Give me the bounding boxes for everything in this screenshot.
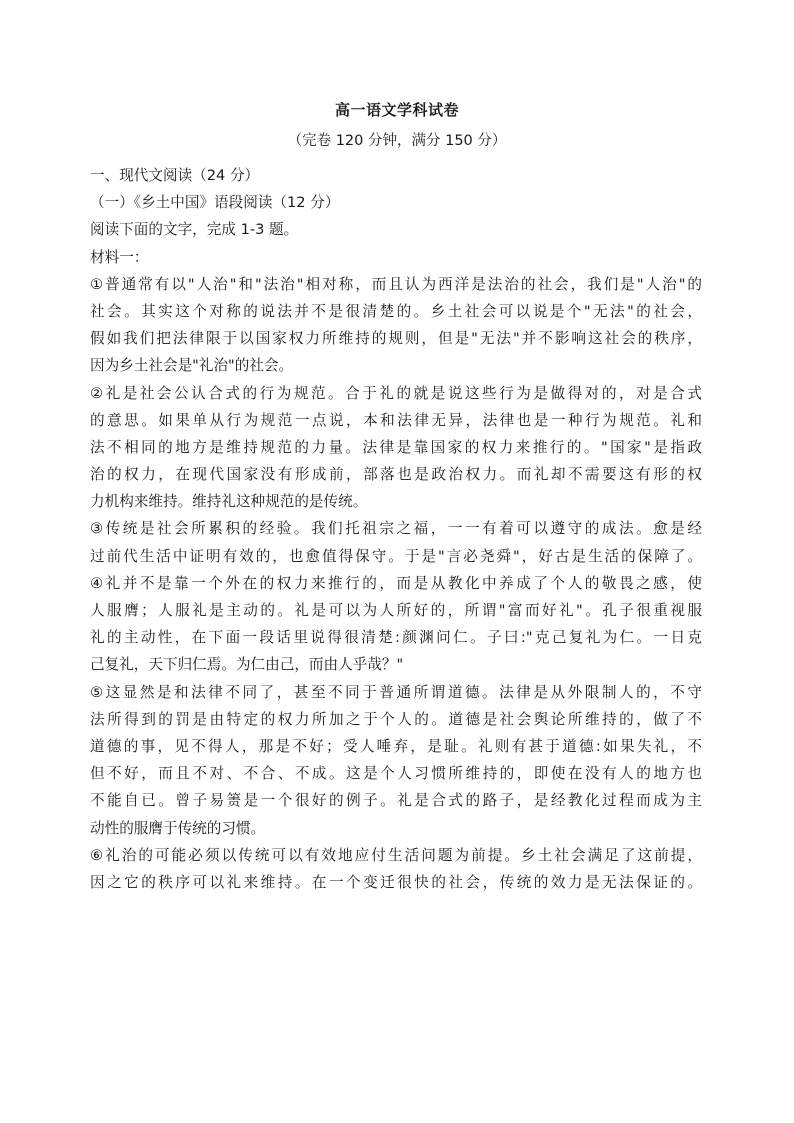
text-line: 道德的事，见不得人，那是不好；受人唾弃，是耻。礼则有甚于道德:如果失礼，不 <box>90 737 702 755</box>
page-title: 高一语文学科试卷 <box>334 101 459 119</box>
document-body <box>90 162 702 896</box>
text-line: 材料一： <box>90 248 149 266</box>
text-line: ⑥礼治的可能必须以传统可以有效地应付生活问题为前提。乡土社会满足了这前提， <box>90 846 702 864</box>
text-line: 但不好，而且不对、不合、不成。这是个人习惯所维持的，即使在没有人的地方也 <box>90 765 702 783</box>
text-line: ⑤这显然是和法律不同了，甚至不同于普通所谓道德。法律是从外限制人的，不守 <box>90 683 702 701</box>
text-line: 法不相同的地方是维持规范的力量。法律是靠国家的权力来推行的。"国家"是指政 <box>90 438 702 456</box>
text-line: 人服膺；人服礼是主动的。礼是可以为人所好的，所谓"富而好礼"。孔子很重视服 <box>90 602 702 619</box>
text-line: 社会。其实这个对称的说法并不是很清楚的。乡土社会可以说是个"无法"的社会， <box>90 302 702 320</box>
text-line: 治的权力，在现代国家没有形成前，部落也是政治权力。而礼却不需要这有形的权 <box>90 466 702 484</box>
text-line: （一）《乡土中国》语段阅读（12 分） <box>90 194 340 212</box>
text-line: 因为乡土社会是"礼治"的社会。 <box>90 357 294 375</box>
text-line: 假如我们把法律限于以国家权力所维持的规则，但是"无法"并不影响这社会的秩序， <box>90 330 702 348</box>
text-line: 因之它的秩序可以礼来维持。在一个变迁很快的社会，传统的效力是无法保证的。 <box>90 873 702 891</box>
text-line: ②礼是社会公认合式的行为规范。合于礼的就是说这些行为是做得对的，对是合式 <box>90 384 702 402</box>
text-line: 力机构来维持。维持礼这种规范的是传统。 <box>90 493 368 511</box>
text-line: ③传统是社会所累积的经验。我们托祖宗之福，一一有着可以遵守的成法。愈是经 <box>90 520 702 538</box>
text-line: ④礼并不是靠一个外在的权力来推行的，而是从教化中养成了个人的敬畏之感，使 <box>90 574 702 592</box>
text-line: 礼的主动性，在下面一段话里说得很清楚:颜渊问仁。子曰:"克己复礼为仁。一日克 <box>90 629 702 647</box>
text-line: 己复礼，天下归仁焉。为仁由己，而由人乎哉？" <box>90 656 404 674</box>
text-line: 过前代生活中证明有效的，也愈值得保守。于是"言必尧舜"，好古是生活的保障了。 <box>90 547 702 565</box>
text-line: 法所得到的罚是由特定的权力所加之于个人的。道德是社会舆论所维持的，做了不 <box>90 710 702 728</box>
text-line: 动性的服膺于传统的习惯。 <box>90 819 266 837</box>
text-line: 的意思。如果单从行为规范一点说，本和法律无异，法律也是一种行为规范。礼和 <box>90 411 702 429</box>
text-line: 不能自已。曾子易箦是一个很好的例子。礼是合式的路子，是经教化过程而成为主 <box>90 792 702 810</box>
text-line: ①普通常有以"人治"和"法治"相对称，而且认为西洋是法治的社会，我们是"人治"的 <box>90 275 702 293</box>
text-line: 一、现代文阅读（24 分） <box>90 167 260 184</box>
page-subtitle: （完卷 120 分钟，满分 150 分） <box>287 133 507 149</box>
text-line: 阅读下面的文字，完成 1-3 题。 <box>90 221 299 239</box>
